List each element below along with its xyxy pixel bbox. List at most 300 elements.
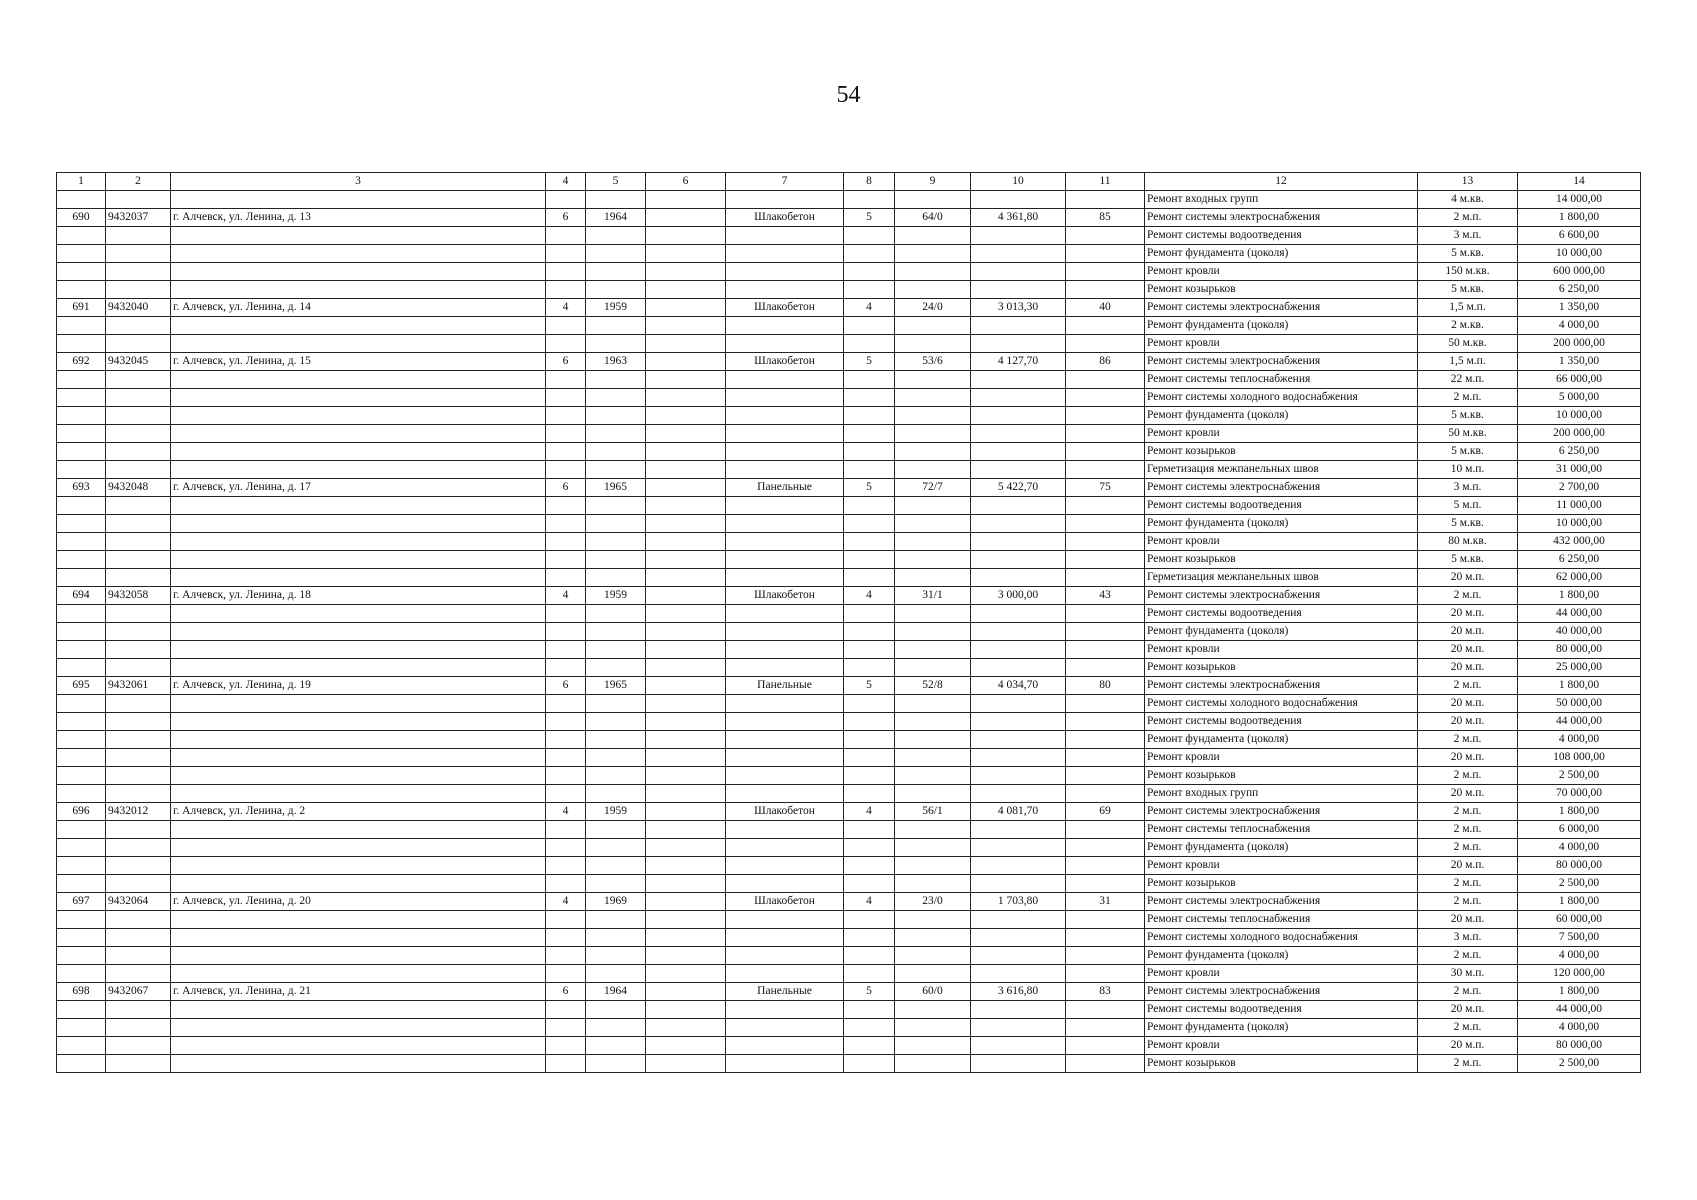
empty-cell — [171, 1055, 546, 1073]
col4-cell: 6 — [546, 677, 586, 695]
work-type-cell: Ремонт системы водоотведения — [1145, 1001, 1418, 1019]
empty-cell — [971, 533, 1066, 551]
empty-cell — [971, 389, 1066, 407]
empty-cell — [971, 911, 1066, 929]
empty-cell — [895, 821, 971, 839]
work-type-cell: Ремонт системы электроснабжения — [1145, 299, 1418, 317]
empty-cell — [844, 875, 895, 893]
empty-cell — [1066, 1001, 1145, 1019]
work-quantity-cell: 20 м.п. — [1418, 785, 1518, 803]
empty-cell — [844, 371, 895, 389]
empty-cell — [586, 245, 646, 263]
work-quantity-cell: 20 м.п. — [1418, 713, 1518, 731]
empty-cell — [57, 569, 106, 587]
empty-cell — [106, 659, 171, 677]
empty-cell — [895, 515, 971, 533]
empty-cell — [57, 389, 106, 407]
empty-cell — [971, 371, 1066, 389]
work-type-cell: Ремонт кровли — [1145, 263, 1418, 281]
work-type-cell: Ремонт козырьков — [1145, 1055, 1418, 1073]
empty-cell — [546, 497, 586, 515]
empty-cell — [726, 857, 844, 875]
empty-cell — [726, 1055, 844, 1073]
empty-cell — [586, 875, 646, 893]
empty-cell — [895, 623, 971, 641]
table-row — [57, 785, 1641, 803]
year-cell: 1959 — [586, 299, 646, 317]
empty-cell — [106, 515, 171, 533]
empty-cell — [844, 785, 895, 803]
empty-cell — [726, 335, 844, 353]
empty-cell — [546, 335, 586, 353]
empty-cell — [646, 1001, 726, 1019]
work-quantity-cell: 2 м.п. — [1418, 947, 1518, 965]
work-cost-cell: 6 250,00 — [1518, 443, 1641, 461]
empty-cell — [895, 569, 971, 587]
empty-cell — [586, 1001, 646, 1019]
empty-cell — [586, 281, 646, 299]
work-type-cell: Ремонт системы холодного водоснабжения — [1145, 929, 1418, 947]
col11-cell: 69 — [1066, 803, 1145, 821]
table-row — [57, 677, 1641, 695]
empty-cell — [895, 263, 971, 281]
empty-cell — [1066, 515, 1145, 533]
work-quantity-cell: 5 м.кв. — [1418, 443, 1518, 461]
empty-cell — [546, 641, 586, 659]
table-row — [57, 317, 1641, 335]
work-cost-cell: 432 000,00 — [1518, 533, 1641, 551]
empty-cell — [57, 965, 106, 983]
empty-cell — [726, 407, 844, 425]
empty-cell — [726, 245, 844, 263]
empty-cell — [646, 659, 726, 677]
empty-cell — [895, 965, 971, 983]
empty-cell — [646, 533, 726, 551]
empty-cell — [1066, 911, 1145, 929]
address-cell: г. Алчевск, ул. Ленина, д. 2 — [171, 803, 546, 821]
table-row — [57, 263, 1641, 281]
empty-cell — [106, 839, 171, 857]
table-row — [57, 1037, 1641, 1055]
empty-cell — [1066, 407, 1145, 425]
work-quantity-cell: 20 м.п. — [1418, 1037, 1518, 1055]
empty-cell — [844, 605, 895, 623]
work-quantity-cell: 2 м.п. — [1418, 1019, 1518, 1037]
empty-cell — [646, 281, 726, 299]
empty-cell — [844, 569, 895, 587]
area-cell: 4 034,70 — [971, 677, 1066, 695]
work-type-cell: Ремонт фундамента (цоколя) — [1145, 623, 1418, 641]
work-quantity-cell: 20 м.п. — [1418, 695, 1518, 713]
empty-cell — [646, 605, 726, 623]
empty-cell — [895, 731, 971, 749]
empty-cell — [171, 965, 546, 983]
empty-cell — [646, 641, 726, 659]
work-type-cell: Ремонт кровли — [1145, 1037, 1418, 1055]
empty-cell — [57, 749, 106, 767]
work-cost-cell: 1 800,00 — [1518, 209, 1641, 227]
empty-cell — [971, 731, 1066, 749]
col9-cell: 52/8 — [895, 677, 971, 695]
work-quantity-cell: 20 м.п. — [1418, 605, 1518, 623]
empty-cell — [57, 245, 106, 263]
building-number-cell: 695 — [57, 677, 106, 695]
year-cell: 1959 — [586, 803, 646, 821]
wall-material-cell: Панельные — [726, 479, 844, 497]
empty-cell — [1066, 929, 1145, 947]
area-cell: 5 422,70 — [971, 479, 1066, 497]
empty-cell — [895, 281, 971, 299]
empty-cell — [646, 821, 726, 839]
building-code-cell: 9432012 — [106, 803, 171, 821]
work-cost-cell: 4 000,00 — [1518, 731, 1641, 749]
empty-cell — [546, 407, 586, 425]
empty-cell — [57, 335, 106, 353]
table-row — [57, 839, 1641, 857]
empty-cell — [646, 713, 726, 731]
wall-material-cell: Панельные — [726, 983, 844, 1001]
col9-cell: 31/1 — [895, 587, 971, 605]
empty-cell — [971, 263, 1066, 281]
empty-cell — [586, 947, 646, 965]
empty-cell — [726, 947, 844, 965]
empty-cell — [844, 407, 895, 425]
empty-cell — [726, 875, 844, 893]
work-type-cell: Ремонт фундамента (цоколя) — [1145, 731, 1418, 749]
work-type-cell: Ремонт системы электроснабжения — [1145, 587, 1418, 605]
empty-cell — [171, 947, 546, 965]
empty-cell — [171, 785, 546, 803]
building-number-cell: 698 — [57, 983, 106, 1001]
page-number: 54 — [836, 82, 861, 108]
empty-cell — [586, 407, 646, 425]
empty-cell — [895, 875, 971, 893]
empty-cell — [1066, 263, 1145, 281]
work-quantity-cell: 5 м.п. — [1418, 497, 1518, 515]
empty-cell — [546, 389, 586, 407]
empty-cell — [57, 821, 106, 839]
work-type-cell: Ремонт системы электроснабжения — [1145, 353, 1418, 371]
empty-cell — [57, 857, 106, 875]
empty-cell — [57, 785, 106, 803]
col6-cell — [646, 299, 726, 317]
work-cost-cell: 1 800,00 — [1518, 983, 1641, 1001]
empty-cell — [57, 659, 106, 677]
area-cell: 4 081,70 — [971, 803, 1066, 821]
work-cost-cell: 2 500,00 — [1518, 1055, 1641, 1073]
empty-cell — [57, 641, 106, 659]
work-quantity-cell: 3 м.п. — [1418, 929, 1518, 947]
work-quantity-cell: 2 м.п. — [1418, 821, 1518, 839]
empty-cell — [171, 245, 546, 263]
work-cost-cell: 2 700,00 — [1518, 479, 1641, 497]
col9-cell: 53/6 — [895, 353, 971, 371]
work-type-cell: Герметизация межпанельных швов — [1145, 461, 1418, 479]
work-cost-cell: 4 000,00 — [1518, 1019, 1641, 1037]
empty-cell — [546, 947, 586, 965]
work-type-cell: Ремонт кровли — [1145, 749, 1418, 767]
empty-cell — [844, 659, 895, 677]
empty-cell — [646, 875, 726, 893]
table-row — [57, 587, 1641, 605]
work-quantity-cell: 20 м.п. — [1418, 857, 1518, 875]
empty-cell — [895, 659, 971, 677]
empty-cell — [1066, 605, 1145, 623]
empty-cell — [546, 695, 586, 713]
col6-cell — [646, 983, 726, 1001]
empty-cell — [1066, 731, 1145, 749]
empty-cell — [106, 857, 171, 875]
empty-cell — [726, 1037, 844, 1055]
empty-cell — [1066, 245, 1145, 263]
empty-cell — [844, 389, 895, 407]
work-cost-cell: 200 000,00 — [1518, 335, 1641, 353]
empty-cell — [971, 425, 1066, 443]
table-row — [57, 965, 1641, 983]
empty-cell — [971, 641, 1066, 659]
column-header: 12 — [1145, 173, 1418, 191]
empty-cell — [57, 695, 106, 713]
empty-cell — [1066, 335, 1145, 353]
empty-cell — [57, 623, 106, 641]
building-code-cell: 9432061 — [106, 677, 171, 695]
work-quantity-cell: 2 м.п. — [1418, 983, 1518, 1001]
empty-cell — [971, 749, 1066, 767]
floors-cell: 5 — [844, 209, 895, 227]
work-quantity-cell: 30 м.п. — [1418, 965, 1518, 983]
building-code-cell: 9432064 — [106, 893, 171, 911]
empty-cell — [1066, 551, 1145, 569]
empty-cell — [171, 569, 546, 587]
empty-cell — [546, 371, 586, 389]
empty-cell — [171, 533, 546, 551]
work-quantity-cell: 2 м.п. — [1418, 1055, 1518, 1073]
empty-cell — [844, 1055, 895, 1073]
empty-cell — [57, 839, 106, 857]
empty-cell — [171, 1001, 546, 1019]
empty-cell — [646, 929, 726, 947]
work-quantity-cell: 20 м.п. — [1418, 641, 1518, 659]
empty-cell — [586, 263, 646, 281]
work-quantity-cell: 80 м.кв. — [1418, 533, 1518, 551]
empty-cell — [895, 1001, 971, 1019]
empty-cell — [844, 821, 895, 839]
work-type-cell: Ремонт системы электроснабжения — [1145, 479, 1418, 497]
work-type-cell: Ремонт фундамента (цоколя) — [1145, 317, 1418, 335]
empty-cell — [106, 623, 171, 641]
empty-cell — [971, 1019, 1066, 1037]
empty-cell — [844, 515, 895, 533]
empty-cell — [586, 695, 646, 713]
table-row — [57, 443, 1641, 461]
work-quantity-cell: 50 м.кв. — [1418, 335, 1518, 353]
work-cost-cell: 1 350,00 — [1518, 299, 1641, 317]
empty-cell — [646, 767, 726, 785]
empty-cell — [971, 623, 1066, 641]
empty-cell — [586, 929, 646, 947]
empty-cell — [57, 281, 106, 299]
col4-cell: 4 — [546, 299, 586, 317]
table-row — [57, 893, 1641, 911]
empty-cell — [171, 695, 546, 713]
empty-cell — [895, 317, 971, 335]
work-quantity-cell: 2 м.п. — [1418, 893, 1518, 911]
empty-cell — [726, 317, 844, 335]
empty-cell — [726, 425, 844, 443]
column-header: 14 — [1518, 173, 1641, 191]
empty-cell — [971, 317, 1066, 335]
work-cost-cell: 50 000,00 — [1518, 695, 1641, 713]
empty-cell — [546, 929, 586, 947]
empty-cell — [546, 443, 586, 461]
empty-cell — [586, 713, 646, 731]
empty-cell — [586, 911, 646, 929]
address-cell: г. Алчевск, ул. Ленина, д. 15 — [171, 353, 546, 371]
column-header: 5 — [586, 173, 646, 191]
work-type-cell: Ремонт системы электроснабжения — [1145, 803, 1418, 821]
work-cost-cell: 80 000,00 — [1518, 857, 1641, 875]
column-header: 1 — [57, 173, 106, 191]
work-type-cell: Ремонт системы теплоснабжения — [1145, 911, 1418, 929]
empty-cell — [586, 515, 646, 533]
area-cell: 3 616,80 — [971, 983, 1066, 1001]
empty-cell — [106, 947, 171, 965]
table-row — [57, 749, 1641, 767]
empty-cell — [971, 407, 1066, 425]
empty-cell — [546, 713, 586, 731]
empty-cell — [646, 389, 726, 407]
empty-cell — [844, 497, 895, 515]
empty-cell — [586, 533, 646, 551]
empty-cell — [726, 659, 844, 677]
empty-cell — [171, 821, 546, 839]
empty-cell — [646, 551, 726, 569]
empty-cell — [546, 857, 586, 875]
empty-cell — [586, 1019, 646, 1037]
building-number-cell: 692 — [57, 353, 106, 371]
empty-cell — [971, 947, 1066, 965]
empty-cell — [646, 965, 726, 983]
empty-cell — [1066, 569, 1145, 587]
empty-cell — [971, 1037, 1066, 1055]
empty-cell — [57, 605, 106, 623]
empty-cell — [971, 281, 1066, 299]
empty-cell — [971, 245, 1066, 263]
work-type-cell: Ремонт фундамента (цоколя) — [1145, 407, 1418, 425]
empty-cell — [106, 785, 171, 803]
empty-cell — [1066, 695, 1145, 713]
empty-cell — [726, 389, 844, 407]
empty-cell — [895, 911, 971, 929]
empty-cell — [726, 263, 844, 281]
col9-cell: 23/0 — [895, 893, 971, 911]
empty-cell — [1066, 389, 1145, 407]
table-row — [57, 623, 1641, 641]
work-cost-cell: 1 800,00 — [1518, 893, 1641, 911]
col11-cell: 83 — [1066, 983, 1145, 1001]
address-cell: г. Алчевск, ул. Ленина, д. 18 — [171, 587, 546, 605]
table-row — [57, 911, 1641, 929]
year-cell: 1965 — [586, 479, 646, 497]
col11-cell: 80 — [1066, 677, 1145, 695]
empty-cell — [971, 569, 1066, 587]
work-cost-cell: 44 000,00 — [1518, 713, 1641, 731]
year-cell: 1959 — [586, 587, 646, 605]
empty-cell — [726, 749, 844, 767]
work-quantity-cell: 2 м.кв. — [1418, 317, 1518, 335]
empty-cell — [895, 605, 971, 623]
col11-cell: 31 — [1066, 893, 1145, 911]
empty-cell — [106, 749, 171, 767]
empty-cell — [844, 245, 895, 263]
table-row — [57, 281, 1641, 299]
empty-cell — [171, 317, 546, 335]
empty-cell — [546, 785, 586, 803]
empty-cell — [586, 335, 646, 353]
empty-cell — [895, 785, 971, 803]
work-type-cell: Ремонт системы электроснабжения — [1145, 893, 1418, 911]
empty-cell — [57, 875, 106, 893]
empty-cell — [546, 533, 586, 551]
empty-cell — [646, 695, 726, 713]
empty-cell — [1066, 875, 1145, 893]
empty-cell — [546, 767, 586, 785]
table-row — [57, 461, 1641, 479]
empty-cell — [106, 443, 171, 461]
empty-cell — [646, 317, 726, 335]
col6-cell — [646, 587, 726, 605]
empty-cell — [895, 1055, 971, 1073]
empty-cell — [844, 623, 895, 641]
work-type-cell: Ремонт кровли — [1145, 335, 1418, 353]
empty-cell — [586, 389, 646, 407]
work-quantity-cell: 2 м.п. — [1418, 839, 1518, 857]
empty-cell — [171, 461, 546, 479]
building-code-cell: 9432037 — [106, 209, 171, 227]
empty-cell — [106, 569, 171, 587]
empty-cell — [844, 1001, 895, 1019]
building-code-cell: 9432045 — [106, 353, 171, 371]
work-quantity-cell: 5 м.кв. — [1418, 281, 1518, 299]
table-row — [57, 515, 1641, 533]
empty-cell — [106, 371, 171, 389]
empty-cell — [895, 695, 971, 713]
empty-cell — [546, 1001, 586, 1019]
empty-cell — [546, 551, 586, 569]
empty-cell — [1066, 785, 1145, 803]
empty-cell — [971, 875, 1066, 893]
col9-cell: 56/1 — [895, 803, 971, 821]
empty-cell — [106, 929, 171, 947]
area-cell: 1 703,80 — [971, 893, 1066, 911]
empty-cell — [1066, 947, 1145, 965]
table-row — [57, 299, 1641, 317]
empty-cell — [546, 1019, 586, 1037]
work-type-cell: Ремонт козырьков — [1145, 443, 1418, 461]
year-cell: 1964 — [586, 209, 646, 227]
empty-cell — [895, 425, 971, 443]
empty-cell — [844, 929, 895, 947]
floors-cell: 5 — [844, 983, 895, 1001]
col9-cell: 72/7 — [895, 479, 971, 497]
empty-cell — [726, 785, 844, 803]
empty-cell — [171, 443, 546, 461]
column-header: 3 — [171, 173, 546, 191]
empty-cell — [57, 227, 106, 245]
work-type-cell: Ремонт системы электроснабжения — [1145, 209, 1418, 227]
work-quantity-cell: 5 м.кв. — [1418, 407, 1518, 425]
empty-cell — [646, 785, 726, 803]
